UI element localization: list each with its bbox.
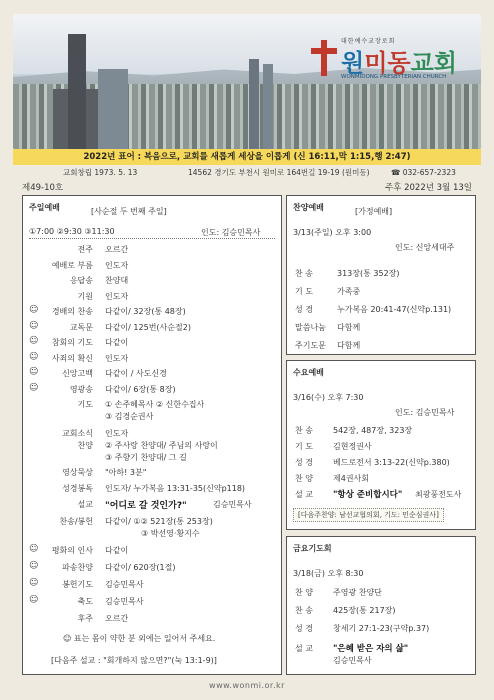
wednesday-label: 성 경 [295,458,313,467]
church-info [13,166,481,180]
order-value: 김승민목사 [105,597,144,606]
order-label: 사죄의 확신 [51,353,93,363]
order-label: 경배의 찬송 [51,307,93,316]
offering-label: 찬송/봉헌 [59,517,93,526]
order-label: 후주 [77,614,93,623]
standing-icon: ☺ [29,305,39,315]
cross-icon [311,40,337,76]
video-label: 영상묵상 [62,468,93,477]
order-value: 인도자 [105,260,129,270]
prayer-leaders: ① 손주혜목사 ② 신한수집사 [105,400,205,409]
friday-time: 3/18(금) 오후 8:30 [293,569,364,578]
order-value: 다같이/ 125번(사순절2) [105,322,191,332]
wednesday-sermon-pastor: 최광풍전도사 [415,490,462,499]
video-value: "아하! 3분" [105,468,147,477]
praise-label: 주기도문 [295,341,326,350]
footer-url: www.wonmi.or.kr [209,681,285,690]
friday-label: 찬 송 [295,606,313,615]
standing-icon: ☺ [29,595,39,605]
praise-service-subtitle: [가정예배] [355,207,393,216]
scripture-value: 인도자/ 누가복음 13:31-35(신약p118) [105,484,246,493]
wednesday-value: 김현정권사 [333,442,372,451]
standing-note: ☺ 표는 몸이 약한 분 외에는 일어서 주세요. [63,634,216,643]
established-date: 교회창립 1973. 5. 13 [63,168,138,177]
order-label: 전주 [77,245,93,254]
issue-row [22,181,472,194]
standing-icon: ☺ [29,351,39,362]
sermon-pastor: 김승민목사 [213,500,252,509]
prayer-leaders-2: ③ 김경순권사 [105,412,154,421]
praise-value: 누가복음 20:41-47(신약p.131) [337,305,452,314]
issue-date: 주후 2022년 3월 13일 [384,183,472,193]
wednesday-title: 수요예배 [293,368,324,377]
order-value: 찬양대 [105,276,129,285]
news-label: 교회소식 [62,429,93,438]
standing-icon: ☺ [29,336,39,346]
wednesday-time: 3/16(수) 오후 7:30 [293,393,364,402]
church-logo: 대한예수교장로회 원미동교회 WONMIDONG PRESBYTERIAN CHURCH [311,36,481,84]
order-value: 다같이/ 32장(통 48장) [105,307,186,316]
praise-label: 말씀나눔 [295,323,326,332]
offering-value-2: ③ 박선영·황지수 [141,529,200,538]
next-sermon: [다음주 설교 : "회개하지 않으면?"(눅 13:1-9)] [51,656,217,665]
wednesday-label: 찬 양 [295,474,313,483]
wednesday-value: 제4권사회 [333,474,370,483]
wednesday-leader: 인도: 김승민목사 [395,408,455,417]
service-leader: 인도: 김승민목사 [201,228,261,237]
order-label: 파송찬양 [62,563,93,572]
praise-label: 성 경 [295,305,313,314]
order-label: 기원 [77,291,93,301]
standing-icon: ☺ [29,367,39,377]
praise-service-box [286,195,476,355]
friday-sermon-pastor: 김승민목사 [333,656,372,665]
standing-icon: ☺ [29,561,39,571]
yearly-motto: 2022년 표어 : 복음으로, 교회를 새롭게 세상을 이롭게 (신 16:11,막 1:15,행 2:47) [13,149,481,165]
scripture-label: 성경봉독 [62,484,93,493]
praise-value: 313장(통 352장) [337,269,400,278]
wednesday-service-box [286,360,476,530]
wednesday-label: 기 도 [295,442,313,451]
order-value: 오르간 [105,245,129,254]
order-value: 다같이/ 6장(통 8장) [105,384,176,394]
divider [29,238,275,239]
church-address: 14562 경기도 부천시 원미로 164번길 19-19 (원미동) [188,168,370,177]
prayer-label: 기도 [77,400,93,409]
choir-3: ③ 주향기 찬양대/ 그 길 [105,453,187,462]
standing-icon: ☺ [29,382,39,393]
sunday-service-title: 주일예배 [29,203,60,212]
order-label: 평화의 인사 [51,546,93,555]
wednesday-value: 베드로전서 3:13-22(신약p.380) [333,458,450,467]
praise-label: 찬 송 [295,269,313,278]
choir-2: ② 주사랑 찬양대/ 주님의 사랑이 [105,441,218,450]
friday-value: 창세기 27:1-23(구약p.37) [333,624,430,633]
order-label: 축도 [77,597,93,606]
praise-value: 다함께 [337,323,361,332]
news-value: 인도자 [105,429,129,438]
wednesday-label: 찬 송 [295,426,313,435]
friday-sermon-label: 설 교 [295,644,313,653]
praise-service-title: 찬양예배 [293,203,324,212]
order-value: 다같이/ 620장(1절) [105,563,176,572]
church-phone: ☎ 032-657-2323 [391,168,456,177]
friday-value: 주영광 찬양단 [333,588,382,597]
church-photo-banner [13,14,481,149]
praise-label: 기 도 [295,287,313,296]
friday-title: 금요기도회 [293,544,332,553]
standing-icon: ☺ [29,578,39,588]
order-label: 영광송 [69,384,93,394]
offering-value: 다같이/ ①② 521장(통 253장) [105,517,213,526]
order-label: 신앙고백 [62,369,93,378]
friday-label: 성 경 [295,624,313,633]
order-label: 교독문 [69,322,93,332]
friday-value: 425장(통 217장) [333,606,396,615]
friday-label: 찬 양 [295,588,313,597]
order-value: 김승민목사 [105,580,144,589]
order-value: 인도자 [105,353,129,363]
praise-value: 가족중 [337,287,361,296]
order-label: 응답송 [69,276,93,285]
order-value: 오르간 [105,614,129,623]
wednesday-next-note: [다음주찬양: 남선교협의회, 기도: 민순심권사] [293,508,444,522]
order-value: 다같이 [105,546,129,555]
standing-icon: ☺ [29,544,39,554]
order-value: 인도자 [105,291,129,301]
choir-label: 찬양 [77,441,93,450]
friday-sermon-title: "은혜 받은 자의 삶" [333,644,409,654]
service-times: ①7:00 ②9:30 ③11:30 [29,227,115,236]
friday-prayer-box [286,536,476,675]
sermon-label: 설교 [77,500,93,509]
sermon-title: "어디로 갈 것인가?" [105,501,187,511]
church-spire [68,34,86,149]
order-label: 봉헌기도 [62,580,93,589]
order-value: 다같이 / 사도신경 [105,369,167,378]
sunday-service-box [22,195,282,675]
standing-icon: ☺ [29,320,39,331]
order-value: 다같이 [105,338,129,347]
wednesday-sermon-title: "항상 준비합시다" [333,490,403,500]
wednesday-sermon-label: 설 교 [295,490,313,499]
praise-service-time: 3/13(주일) 오후 3:00 [293,228,372,237]
praise-value: 다함께 [337,341,361,350]
order-label: 참회의 기도 [51,338,93,347]
wednesday-value: 542장, 487장, 323장 [333,426,413,435]
praise-service-leader: 인도: 신앙세대주 [395,243,455,252]
issue-number: 제49-10호 [22,183,64,193]
order-label: 예배로 부름 [51,260,93,270]
sunday-service-subtitle: [사순절 두 번째 주일] [91,207,167,216]
